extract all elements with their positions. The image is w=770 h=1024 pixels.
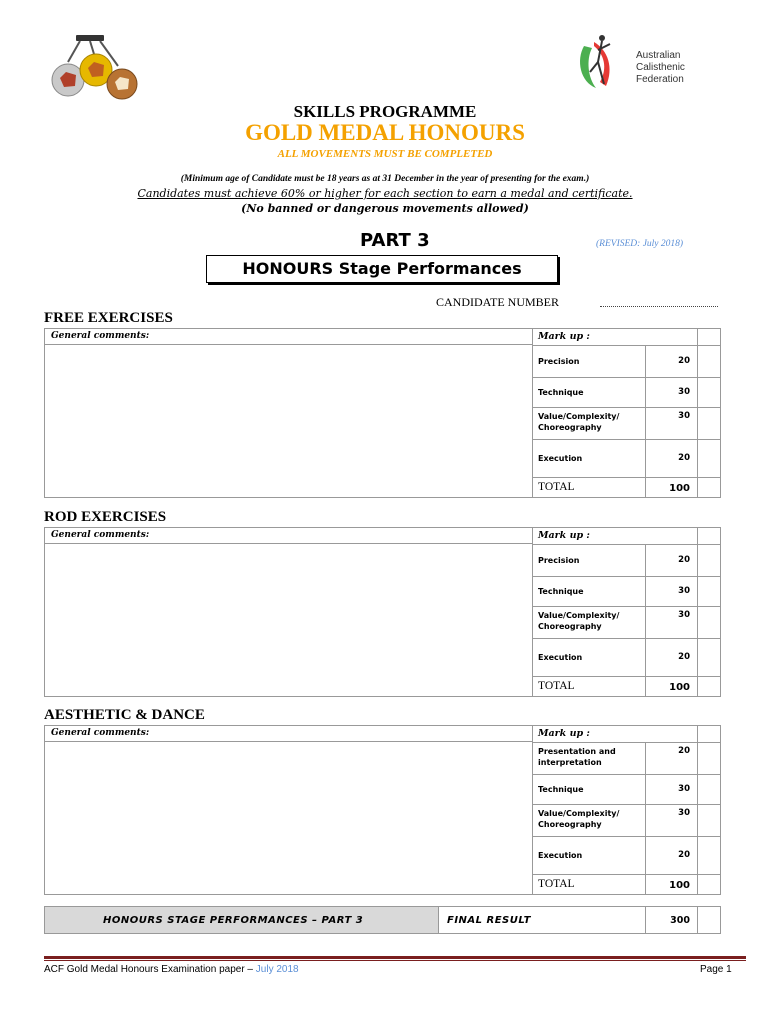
footer-text — [44, 964, 299, 975]
criterion-max-mark: 20 — [678, 652, 690, 662]
divider — [532, 804, 720, 805]
achieve-note: Candidates must achieve 60% or higher for each section to earn a medal and certificate. — [137, 187, 633, 200]
banned-note: (No banned or dangerous movements allowed) — [241, 202, 529, 215]
footer-date: July 2018 — [255, 964, 299, 975]
divider — [532, 345, 720, 346]
section-title: AESTHETIC & DANCE — [44, 707, 205, 723]
final-total: 300 — [670, 915, 690, 926]
final-label-cell — [45, 907, 439, 933]
footer-title: ACF Gold Medal Honours Examination paper – — [44, 964, 253, 975]
footer-rule-thin — [44, 960, 746, 961]
general-comments-box[interactable] — [45, 726, 533, 894]
divider — [645, 742, 646, 894]
score-input-box[interactable] — [698, 545, 719, 575]
score-input-box[interactable] — [698, 378, 719, 406]
divider — [532, 477, 720, 478]
mark-up-label: Mark up : — [538, 530, 590, 541]
final-result-label: FINAL RESULT — [447, 915, 531, 926]
general-comments-label: General comments: — [51, 728, 150, 738]
divider — [532, 874, 720, 875]
score-input-box[interactable] — [698, 639, 719, 675]
criterion-label: Value/Complexity/ Choreography — [538, 412, 620, 432]
criterion-label: Precision — [538, 357, 580, 366]
criterion-label: Technique — [538, 785, 584, 794]
score-input-box[interactable] — [698, 346, 719, 376]
general-comments-box[interactable] — [45, 329, 533, 497]
criterion-label: Technique — [538, 587, 584, 596]
criterion-label: Value/Complexity/ Choreography — [538, 611, 620, 631]
subtitle: ALL MOVEMENTS MUST BE COMPLETED — [277, 148, 493, 160]
section-title: ROD EXERCISES — [44, 509, 167, 525]
divider — [532, 638, 720, 639]
logo-line: Federation — [636, 74, 684, 85]
logo-line: Calisthenic — [636, 62, 685, 73]
score-input-box[interactable] — [698, 478, 719, 496]
criterion-label: Presentation and interpretation — [538, 747, 616, 767]
criterion-max-mark: 30 — [678, 586, 690, 596]
section-grid — [44, 725, 721, 895]
final-score-box[interactable] — [698, 908, 719, 932]
score-input-box[interactable] — [698, 440, 719, 476]
criterion-max-mark: 20 — [678, 555, 690, 565]
total-mark: 100 — [669, 682, 690, 693]
divider — [532, 407, 720, 408]
criterion-max-mark: 20 — [678, 356, 690, 366]
divider — [532, 576, 720, 577]
score-input-box[interactable] — [698, 408, 719, 438]
total-mark: 100 — [669, 880, 690, 891]
criterion-max-mark: 30 — [678, 784, 690, 794]
final-label: HONOURS STAGE PERFORMANCES – PART 3 — [103, 915, 364, 926]
criterion-max-mark: 30 — [678, 387, 690, 397]
score-input-box[interactable] — [698, 775, 719, 803]
criterion-label: Precision — [538, 556, 580, 565]
page-number: Page 1 — [700, 964, 732, 975]
criterion-max-mark: 20 — [678, 850, 690, 860]
candidate-number-label: CANDIDATE NUMBER — [436, 295, 559, 309]
divider — [532, 676, 720, 677]
criterion-max-mark: 20 — [678, 746, 690, 756]
final-result-row — [44, 906, 721, 934]
min-age-note: (Minimum age of Candidate must be 18 years as at 31 December in the year of presenting for the exam.) — [180, 174, 590, 184]
score-input-box[interactable] — [698, 805, 719, 835]
divider — [532, 606, 720, 607]
criterion-label: Execution — [538, 653, 583, 662]
divider — [45, 741, 532, 742]
divider — [45, 344, 532, 345]
divider — [532, 439, 720, 440]
criterion-max-mark: 20 — [678, 453, 690, 463]
score-input-box[interactable] — [698, 607, 719, 637]
divider — [532, 544, 720, 545]
total-label: TOTAL — [538, 680, 575, 692]
criterion-max-mark: 30 — [678, 411, 690, 421]
total-mark: 100 — [669, 483, 690, 494]
general-comments-label: General comments: — [51, 530, 150, 540]
section-grid — [44, 527, 721, 697]
divider — [532, 742, 720, 743]
general-comments-label: General comments: — [51, 331, 150, 341]
score-input-box[interactable] — [698, 743, 719, 773]
criterion-label: Execution — [538, 454, 583, 463]
divider — [45, 543, 532, 544]
total-label: TOTAL — [538, 878, 575, 890]
programme-title: SKILLS PROGRAMME — [293, 102, 477, 121]
section-title: FREE EXERCISES — [44, 310, 173, 326]
mark-up-label: Mark up : — [538, 331, 590, 342]
mark-up-label: Mark up : — [538, 728, 590, 739]
general-comments-box[interactable] — [45, 528, 533, 696]
page-title: GOLD MEDAL HONOURS — [245, 120, 525, 145]
divider — [532, 377, 720, 378]
candidate-number-field[interactable] — [600, 306, 718, 307]
criterion-max-mark: 30 — [678, 808, 690, 818]
footer-rule — [44, 956, 746, 959]
logo-text — [636, 50, 685, 86]
criterion-label: Technique — [538, 388, 584, 397]
criterion-label: Execution — [538, 851, 583, 860]
score-input-box[interactable] — [698, 875, 719, 893]
divider — [645, 544, 646, 696]
divider — [532, 774, 720, 775]
logo-line: Australian — [636, 50, 681, 61]
score-input-box[interactable] — [698, 577, 719, 605]
score-input-box[interactable] — [698, 677, 719, 695]
part-heading: PART 3 — [360, 230, 430, 251]
honours-title-box: HONOURS Stage Performances — [206, 255, 558, 283]
criterion-label: Value/Complexity/ Choreography — [538, 809, 620, 829]
divider — [532, 836, 720, 837]
section-grid — [44, 328, 721, 498]
total-label: TOTAL — [538, 481, 575, 493]
divider — [645, 345, 646, 497]
score-input-box[interactable] — [698, 837, 719, 873]
medals-image — [48, 32, 144, 102]
criterion-max-mark: 30 — [678, 610, 690, 620]
revised-note: (REVISED: July 2018) — [596, 239, 684, 249]
